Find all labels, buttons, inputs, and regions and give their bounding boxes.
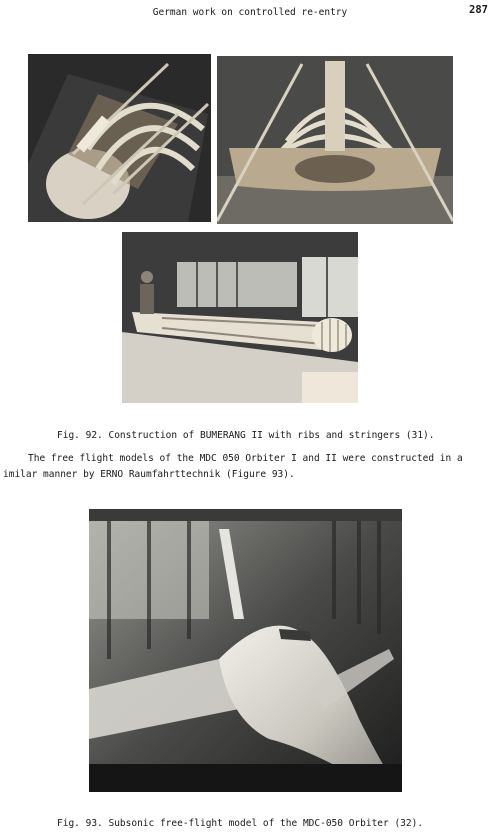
- photo-bumerang-rear-frame: [217, 56, 453, 224]
- figure-92-caption: Fig. 92. Construction of BUMERANG II with ribs and stringers (31).: [57, 430, 435, 441]
- paragraph-line-1: The free flight models of the MDC 050 Orbiter I and II were constructed in a: [28, 453, 463, 464]
- page-number: 287: [469, 4, 488, 16]
- paragraph-line-2: imilar manner by ERNO Raumfahrttechnik (Figure 93).: [3, 469, 295, 480]
- photo-bumerang-workshop: [122, 232, 358, 403]
- figure-93-caption: Fig. 93. Subsonic free-flight model of the MDC-050 Orbiter (32).: [57, 818, 424, 829]
- photo-mdc-050-orbiter-model: [89, 509, 402, 792]
- running-header: German work on controlled re-entry: [152, 7, 348, 18]
- photo-bumerang-nose-frame: [28, 54, 211, 222]
